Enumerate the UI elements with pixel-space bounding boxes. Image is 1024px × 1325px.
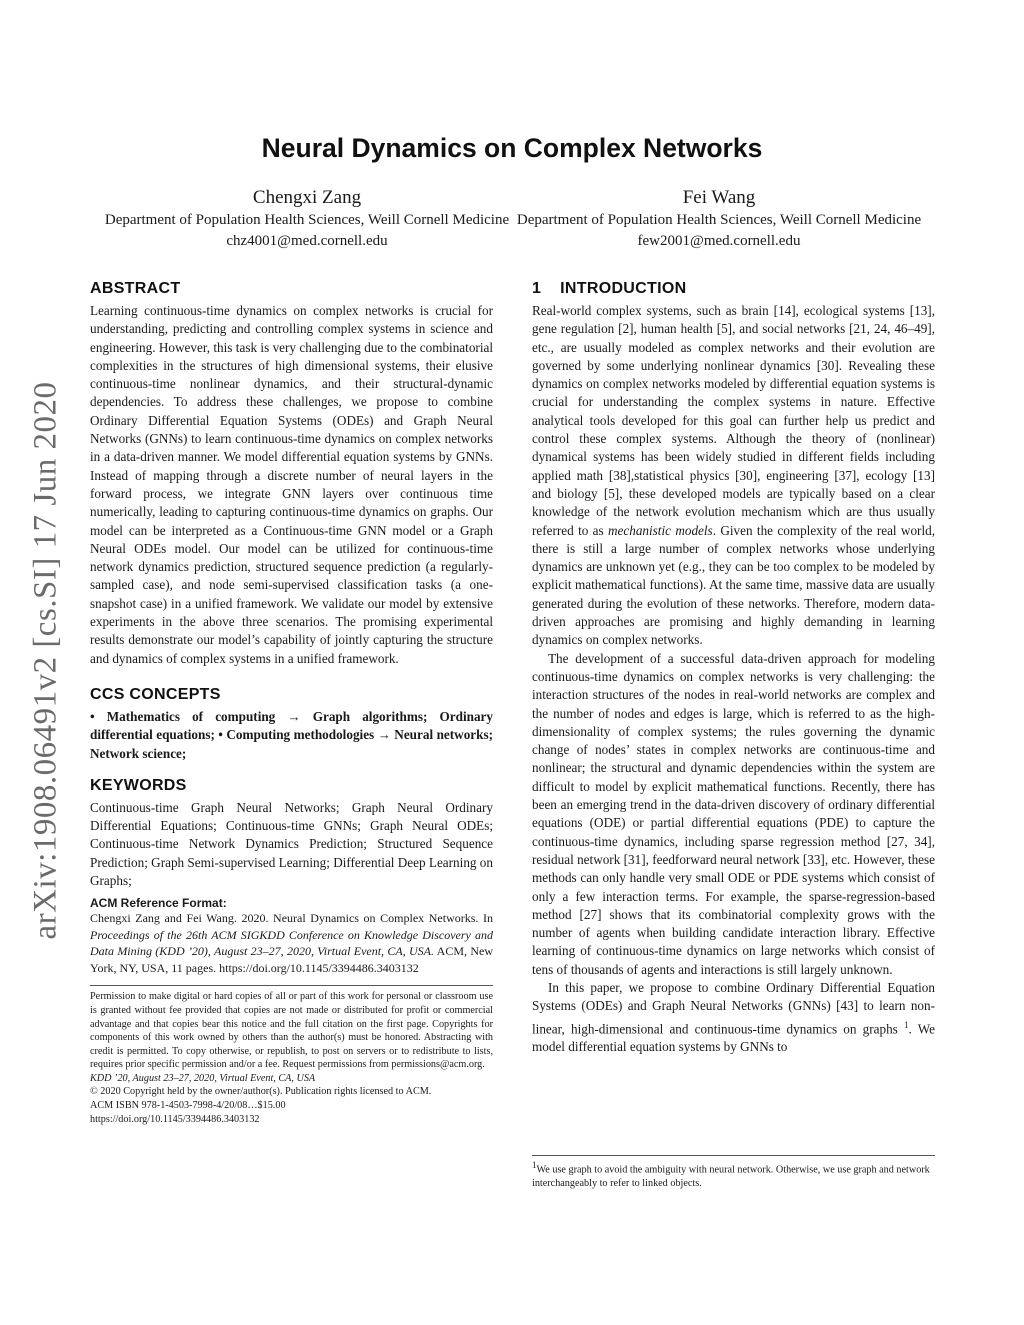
arxiv-identifier-stamp (28, 375, 64, 945)
introduction-section (532, 280, 935, 1057)
footnote-marker[interactable]: 1 (904, 1019, 909, 1030)
intro-paragraph-1 (532, 302, 935, 650)
author-email: few2001@med.cornell.edu (637, 232, 801, 249)
author-block-2 (509, 186, 929, 251)
permission-text: Permission to make digital or hard copies of all or part of this work for personal or classroom use is granted without fee provided that copies are not made or distributed for profit or commercial advantage and that copies bear this notice and the full citation on the first page. Copyrights for components of this work owned by others than the author(s) must be honored. Abstracting with credit is permitted. To copy otherwise, or republish, to post on servers or to redistribute to lists, requires prior specific permission and/or a fee. Request permissions from permissions@acm.org. (90, 991, 493, 1071)
left-column (90, 280, 493, 1126)
conference-venue: KDD ’20, August 23–27, 2020, Virtual Event, CA, USA (90, 1072, 316, 1084)
abstract-section (90, 280, 493, 668)
reference-format-line2: ACM, New York, NY, USA, 11 pages. https://doi.org/10.1145/3394486.3403132 (90, 944, 493, 975)
permission-notice (90, 985, 493, 1126)
arxiv-stamp-text: arXiv:1908.06491v2 [cs.SI] 17 Jun 2020 (27, 381, 64, 939)
intro-p1-start: Real-world complex systems, such as brain [14], ecological systems [13], gene regulation [2], human health [5], and social networks [21, 24, 46–49], etc., are usually modeled as complex networks and their evolution are governed by some underlying nonlinear dynamics [30]. Revealing these dynamics on complex networks modeled by differential equation systems is crucial for understanding the complex systems in nature. Effective analytical tools developed for this goal can further help us predict and control these complex systems. Although the theory of (nonlinear) dynamical systems has been widely studied in different fields including applied math [38],statistical physics [30], engineering [37], ecology [13] and biology [5], these developed models are typically based on a clear knowledge of the network evolution mechanism which are thus usually referred to as (532, 303, 935, 538)
doi-link[interactable]: https://doi.org/10.1145/3394486.3403132 (90, 1113, 260, 1125)
reference-format-heading: ACM Reference Format: (90, 896, 227, 911)
abstract-heading: ABSTRACT (90, 280, 181, 297)
footnote-text: We use graph to avoid the ambiguity with neural network. Otherwise, we use graph and network interchangeably to refer to linked objects. (532, 1164, 930, 1189)
intro-p3-end: . We model differential equation systems by GNNs to (532, 1020, 935, 1055)
keywords-section (90, 777, 493, 890)
introduction-heading: 1 INTRODUCTION (532, 280, 687, 297)
intro-p3-start: In this paper, we propose to combine Ordinary Differential Equation Systems (ODEs) and Graph Neural Networks (GNNs) [43] to learn non-linear, high-dimensional and continuous-time dynamics on graphs (532, 979, 935, 1036)
author-email: chz4001@med.cornell.edu (226, 232, 388, 249)
ccs-heading: CCS CONCEPTS (90, 685, 221, 703)
footnote (532, 1155, 935, 1191)
paper-title: Neural Dynamics on Complex Networks (261, 133, 763, 163)
intro-p1-end: . Given the complexity of the real world, there is still a large number of complex networks whose underlying dynamics are unknown yet (e.g., they can be too complex to be modeled by explicit mathematical functions). At the same time, massive data are usually generated during the evolution of these networks. Therefore, modern data-driven approaches are promising and highly demanding in learning dynamics on complex networks. (532, 522, 935, 648)
keywords-text: Continuous-time Graph Neural Networks; Graph Neural Ordinary Differential Equations; Continuous-time GNNs; Graph Neural ODEs; Continuous-time Network Dynamics Prediction; Structured Sequence Prediction; Graph Semi-supervised Learning; Differential Deep Learning on Graphs; (90, 799, 493, 889)
abstract-text: Learning continuous-time dynamics on complex networks is crucial for understanding, predicting and controlling complex systems in science and engineering. However, this task is very challenging due to the combinatorial complexities in the structures of high dimensional systems, their elusive continuous-time nonlinear dynamics, and their structural-dynamic dependencies. To address these challenges, we propose to combine Ordinary Differential Equation Systems (ODEs) and Graph Neural Networks (GNNs) to learn continuous-time dynamics on complex networks in a data-driven manner. We model differential equation systems by GNNs. Instead of mapping through a discrete number of neural layers in the forward process, we integrate GNN layers over continuous time numerically, leading to capturing continuous-time dynamics on graphs. Our model can be interpreted as a Continuous-time GNN model or a Graph Neural ODEs model. Our model can be utilized for continuous-time network dynamics prediction, structured sequence prediction (a regularly-sampled case), and node semi-supervised classification tasks (a one-snapshot case) in a unified framework. We validate our model by extensive experiments in the above three scenarios. The promising experimental results demonstrate our model’s capability of jointly capturing the structure and dynamics of complex systems in a unified framework. (90, 303, 493, 666)
isbn-line: ACM ISBN 978-1-4503-7998-4/20/08…$15.00 (90, 1100, 286, 1112)
reference-format-text (90, 910, 493, 976)
author-block-1 (97, 186, 517, 251)
author-name: Fei Wang (682, 187, 756, 208)
author-affiliation: Department of Population Health Sciences, Weill Cornell Medicine (104, 212, 510, 228)
intro-paragraph-3 (532, 979, 935, 1057)
ccs-text: • Mathematics of computing → Graph algorithms; Ordinary differential equations; • Computing methodologies → Neural networks; Network science; (90, 708, 493, 761)
intro-p1-emphasis: mechanistic models (608, 522, 713, 538)
author-affiliation: Department of Population Health Sciences, Weill Cornell Medicine (516, 212, 922, 228)
ccs-concepts-section (90, 686, 493, 763)
intro-paragraph-2: The development of a successful data-driven approach for modeling continuous-time dynamics on complex networks is very challenging: the interaction structures of the nodes in real-world networks are complex and the number of nodes and edges is large, which is referred to as the high-dimensionality of complex systems; the rules governing the dynamic change of nodes’ states in complex networks are continuous-time and nonlinear; the structural and dynamic dependencies within the system are difficult to model by explicit mathematical functions. Recently, there has been an emerging trend in the data-driven discovery of ordinary differential equations (ODE) or partial differential equations (PDE) to capture the continuous-time dynamics, including sparse regression method [27, 34], residual network [31], feedforward neural network [33], etc. However, these methods can only handle very small ODE or PDE systems which consist of only a few interaction terms. For example, the sparse-regression-based method [27] shows that its combinatorial complexity grows with the number of agents when building candidate interaction library. Effective learning of continuous-time dynamics on large networks which consist of tens of thousands of agents and interactions is still largely unknown. (532, 650, 935, 977)
author-name: Chengxi Zang (252, 187, 362, 208)
footnote-number: 1 (532, 1160, 537, 1170)
copyright-line: © 2020 Copyright held by the owner/author(s). Publication rights licensed to ACM. (90, 1086, 432, 1098)
reference-format-line1: Chengxi Zang and Fei Wang. 2020. Neural Dynamics on Complex Networks. In (90, 911, 493, 926)
reference-format-proceedings: Proceedings of the 26th ACM SIGKDD Conference on Knowledge Discovery and Data Mining (KDD ’20), August 23–27, 2020, Virtual Event, CA, USA. (90, 927, 493, 959)
keywords-heading: KEYWORDS (90, 776, 187, 794)
right-column (532, 280, 935, 1057)
